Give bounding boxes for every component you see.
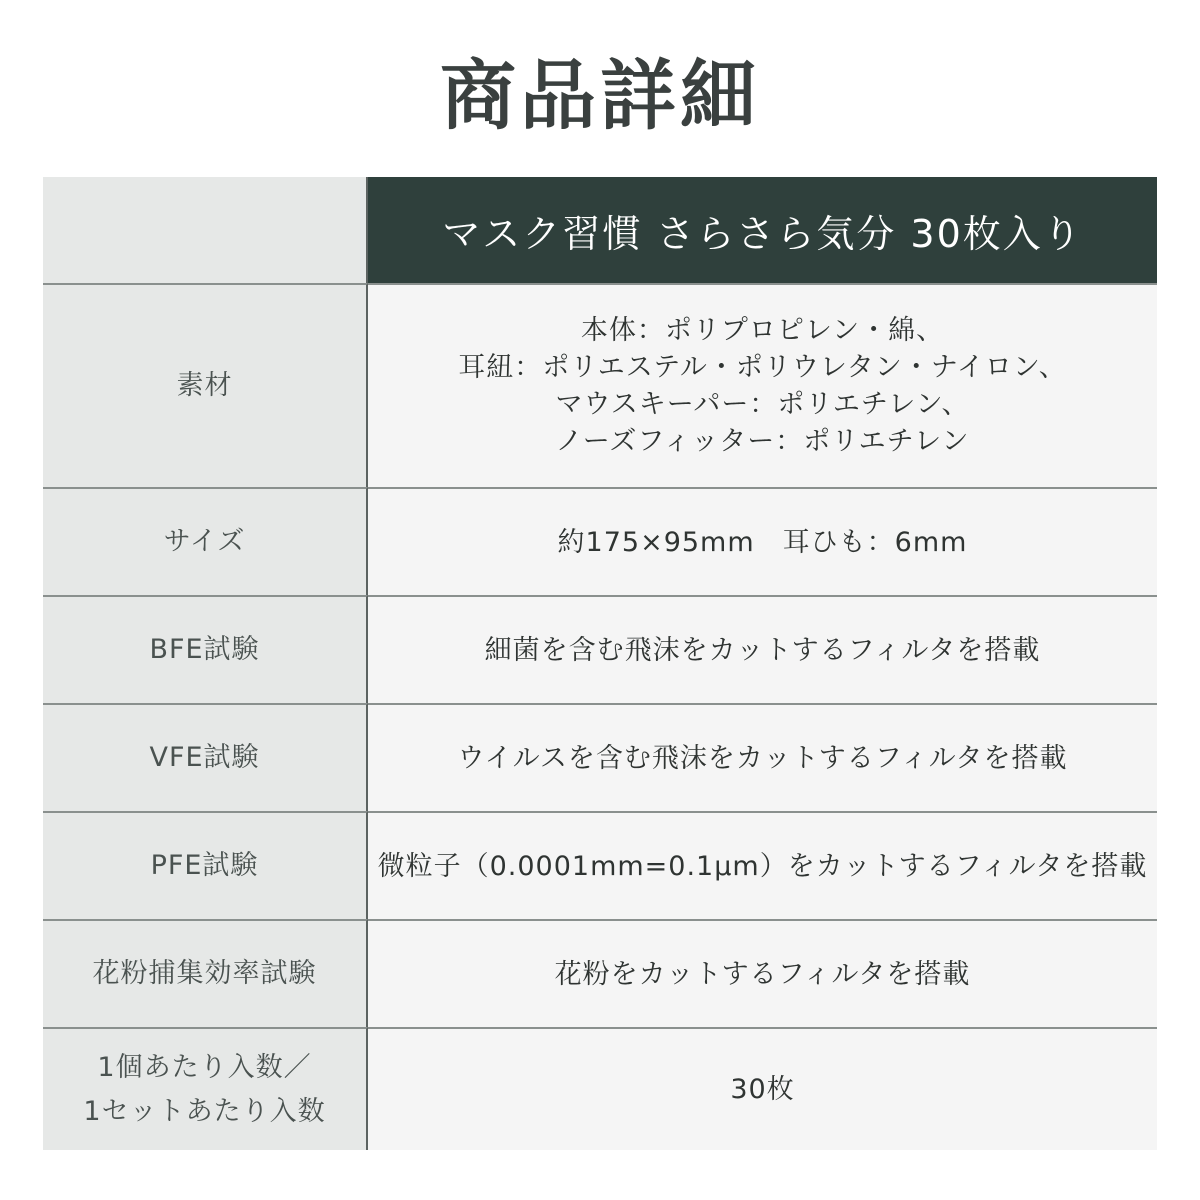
row-label-text: 花粉捕集効率試験: [92, 958, 317, 989]
spec-table: [43, 177, 1157, 1150]
row-label-text: 1個あたり入数／: [97, 1051, 312, 1083]
material-line: マウスキーパー：ポリエチレン、: [555, 389, 970, 420]
row-label-text: BFE試験: [149, 634, 260, 665]
material-line: 耳紐：ポリエステル・ポリウレタン・ナイロン、: [458, 352, 1067, 383]
row-value-text: ウイルスを含む飛沫をカットするフィルタを搭載: [457, 742, 1068, 774]
row-label-text: 1セットあたり入数: [83, 1095, 326, 1127]
row-value-vfe: [368, 703, 1157, 811]
row-label-text: VFE試験: [149, 742, 260, 773]
row-label-quantity: [43, 1027, 368, 1150]
row-value-text: 細菌を含む飛沫をカットするフィルタを搭載: [484, 634, 1041, 666]
material-line: 本体：ポリプロピレン・綿、: [580, 315, 945, 346]
row-label-vfe: [43, 703, 368, 811]
row-label-size: [43, 487, 368, 595]
row-label-pfe: [43, 811, 368, 919]
row-value-text: 30枚: [730, 1074, 795, 1105]
row-label-material: [43, 283, 368, 487]
row-value-text: 約175×95mm 耳ひも：6mm: [557, 526, 968, 558]
row-value-bfe: [368, 595, 1157, 703]
row-value-quantity: [368, 1027, 1157, 1150]
material-line: ノーズフィッター：ポリエチレン: [555, 426, 970, 457]
row-label-text: サイズ: [163, 526, 246, 557]
row-label-pollen: [43, 919, 368, 1027]
row-value-pfe: [368, 811, 1157, 919]
row-label-bfe: [43, 595, 368, 703]
row-value-pollen: [368, 919, 1157, 1027]
row-value-text: 微粒子（0.0001mm=0.1μm）をカットするフィルタを搭載: [377, 850, 1148, 882]
row-label-text: 素材: [176, 370, 233, 401]
table-header-corner: [43, 177, 368, 283]
product-name-header: マスク習慣 さらさら気分 30枚入り: [368, 177, 1157, 283]
row-value-material: [368, 283, 1157, 487]
row-value-size: [368, 487, 1157, 595]
row-label-text: PFE試験: [150, 850, 259, 881]
row-value-text: 花粉をカットするフィルタを搭載: [554, 958, 971, 990]
page-title: 商品詳細: [440, 51, 760, 140]
